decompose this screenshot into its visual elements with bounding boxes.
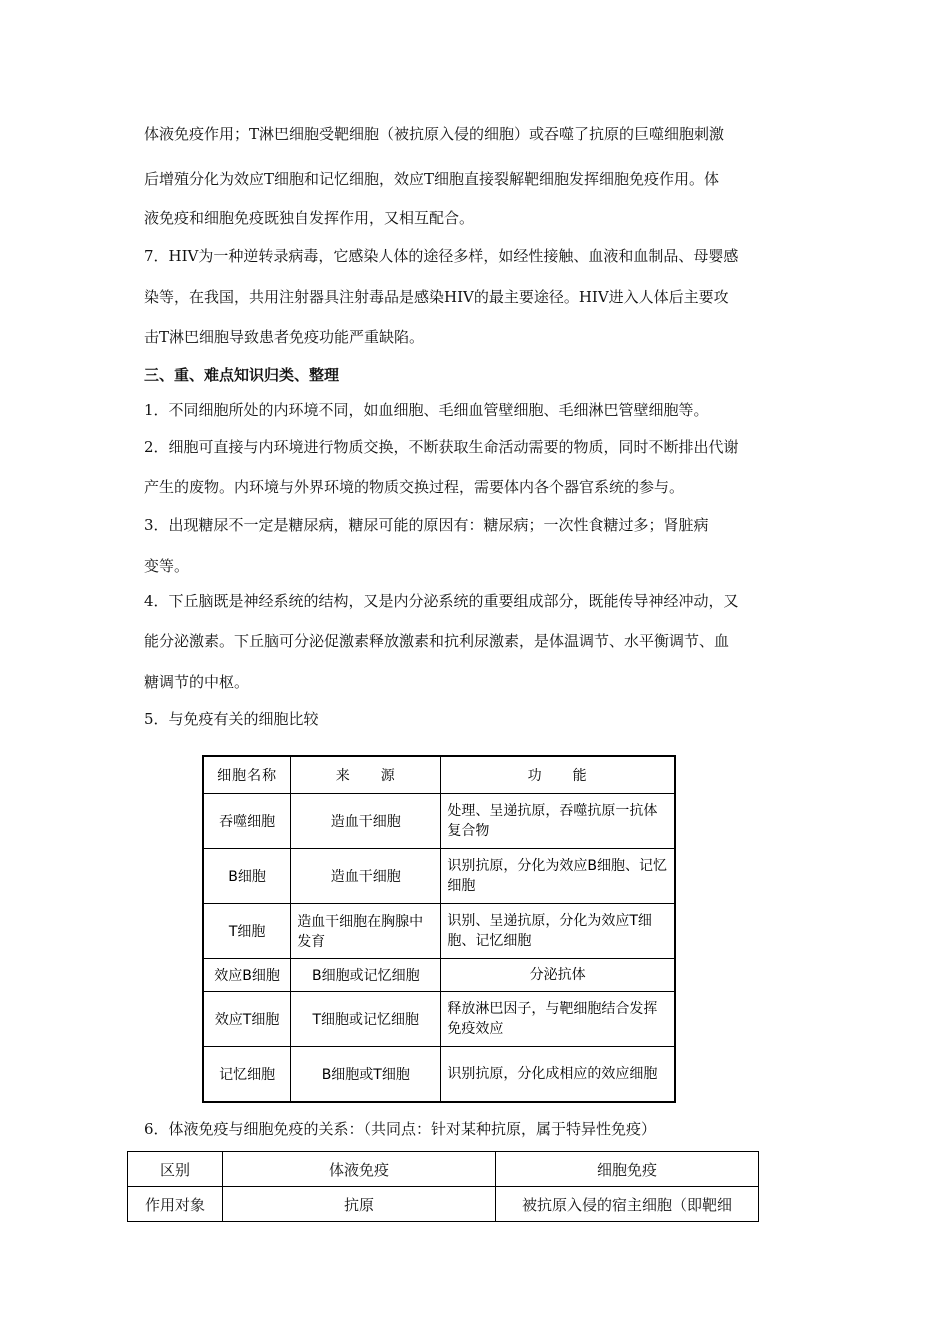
paragraph-line: 1．不同细胞所处的内环境不同，如血细胞、毛细血管壁细胞、毛细淋巴管壁细胞等。 bbox=[144, 401, 709, 419]
paragraph-line: 产生的废物。内环境与外界环境的物质交换过程，需要体内各个器官系统的参与。 bbox=[144, 478, 685, 496]
column-header: 来 源 bbox=[291, 756, 441, 794]
section-heading: 三、重、难点知识归类、整理 bbox=[144, 366, 340, 384]
paragraph-line: 3．出现糖尿不一定是糖尿病，糖尿可能的原因有：糖尿病；一次性食糖过多；肾脏病 bbox=[144, 516, 709, 534]
table-cell: 吞噬细胞 bbox=[203, 794, 291, 849]
paragraph-line: 液免疫和细胞免疫既独自发挥作用，又相互配合。 bbox=[144, 209, 475, 227]
table-cell: 造血干细胞在胸腺中发育 bbox=[291, 904, 441, 959]
table-cell: 被抗原入侵的宿主细胞（即靶细 bbox=[496, 1187, 759, 1222]
table-cell: 记忆细胞 bbox=[203, 1047, 291, 1103]
paragraph-line: 能分泌激素。下丘脑可分泌促激素释放激素和抗利尿激素，是体温调节、水平衡调节、血 bbox=[144, 632, 730, 650]
paragraph-line: 4．下丘脑既是神经系统的结构，又是内分泌系统的重要组成部分，既能传导神经冲动，又 bbox=[144, 592, 739, 610]
paragraph-line: 2．细胞可直接与内环境进行物质交换，不断获取生命活动需要的物质，同时不断排出代谢 bbox=[144, 438, 739, 456]
table-row bbox=[203, 904, 675, 959]
table-cell: 作用对象 bbox=[128, 1187, 223, 1222]
paragraph-line: 6．体液免疫与细胞免疫的关系：（共同点：针对某种抗原，属于特异性免疫） bbox=[144, 1120, 657, 1138]
table-cell: B细胞或T细胞 bbox=[291, 1047, 441, 1103]
table-cell: 识别、呈递抗原，分化为效应T细胞、记忆细胞 bbox=[441, 904, 675, 959]
table-row bbox=[128, 1187, 759, 1222]
table-cell: B细胞或记忆细胞 bbox=[291, 959, 441, 992]
table-cell: 处理、呈递抗原，吞噬抗原一抗体复合物 bbox=[441, 794, 675, 849]
table-cell: 识别抗原，分化为效应B细胞、记忆细胞 bbox=[441, 849, 675, 904]
column-header: 区别 bbox=[128, 1152, 223, 1187]
immune-cell-table bbox=[202, 755, 676, 1103]
table-cell: 分泌抗体 bbox=[441, 959, 675, 992]
paragraph-line: 体液免疫作用；T淋巴细胞受靶细胞（被抗原入侵的细胞）或吞噬了抗原的巨噬细胞刺激 bbox=[144, 125, 725, 143]
column-header: 体液免疫 bbox=[223, 1152, 496, 1187]
column-header: 细胞名称 bbox=[203, 756, 291, 794]
paragraph-line: 7．HIV为一种逆转录病毒，它感染人体的途径多样，如经性接触、血液和血制品、母婴感 bbox=[144, 247, 739, 265]
paragraph-line: 糖调节的中枢。 bbox=[144, 673, 250, 691]
paragraph-line: 变等。 bbox=[144, 557, 190, 575]
table-row bbox=[203, 959, 675, 992]
table-cell: T细胞 bbox=[203, 904, 291, 959]
column-header: 细胞免疫 bbox=[496, 1152, 759, 1187]
table-cell: 识别抗原，分化成相应的效应细胞 bbox=[441, 1047, 675, 1103]
table-row bbox=[203, 1047, 675, 1103]
table-header-row bbox=[203, 756, 675, 794]
column-header: 功 能 bbox=[441, 756, 675, 794]
table-cell: T细胞或记忆细胞 bbox=[291, 992, 441, 1047]
paragraph-line: 染等，在我国，共用注射器具注射毒品是感染HIV的最主要途径。HIV进入人体后主要攻 bbox=[144, 288, 729, 306]
table-row bbox=[203, 992, 675, 1047]
immunity-relation-table bbox=[127, 1151, 759, 1222]
table-cell: 抗原 bbox=[223, 1187, 496, 1222]
paragraph-line: 后增殖分化为效应T细胞和记忆细胞，效应T细胞直接裂解靶细胞发挥细胞免疫作用。体 bbox=[144, 170, 720, 188]
table-cell: 造血干细胞 bbox=[291, 849, 441, 904]
table-row bbox=[203, 794, 675, 849]
table-cell: 效应B细胞 bbox=[203, 959, 291, 992]
table-cell: 释放淋巴因子，与靶细胞结合发挥免疫效应 bbox=[441, 992, 675, 1047]
table-cell: 造血干细胞 bbox=[291, 794, 441, 849]
paragraph-line: 5．与免疫有关的细胞比较 bbox=[144, 710, 319, 728]
table-header-row bbox=[128, 1152, 759, 1187]
table-row bbox=[203, 849, 675, 904]
table-cell: B细胞 bbox=[203, 849, 291, 904]
table-cell: 效应T细胞 bbox=[203, 992, 291, 1047]
paragraph-line: 击T淋巴细胞导致患者免疫功能严重缺陷。 bbox=[144, 328, 425, 346]
